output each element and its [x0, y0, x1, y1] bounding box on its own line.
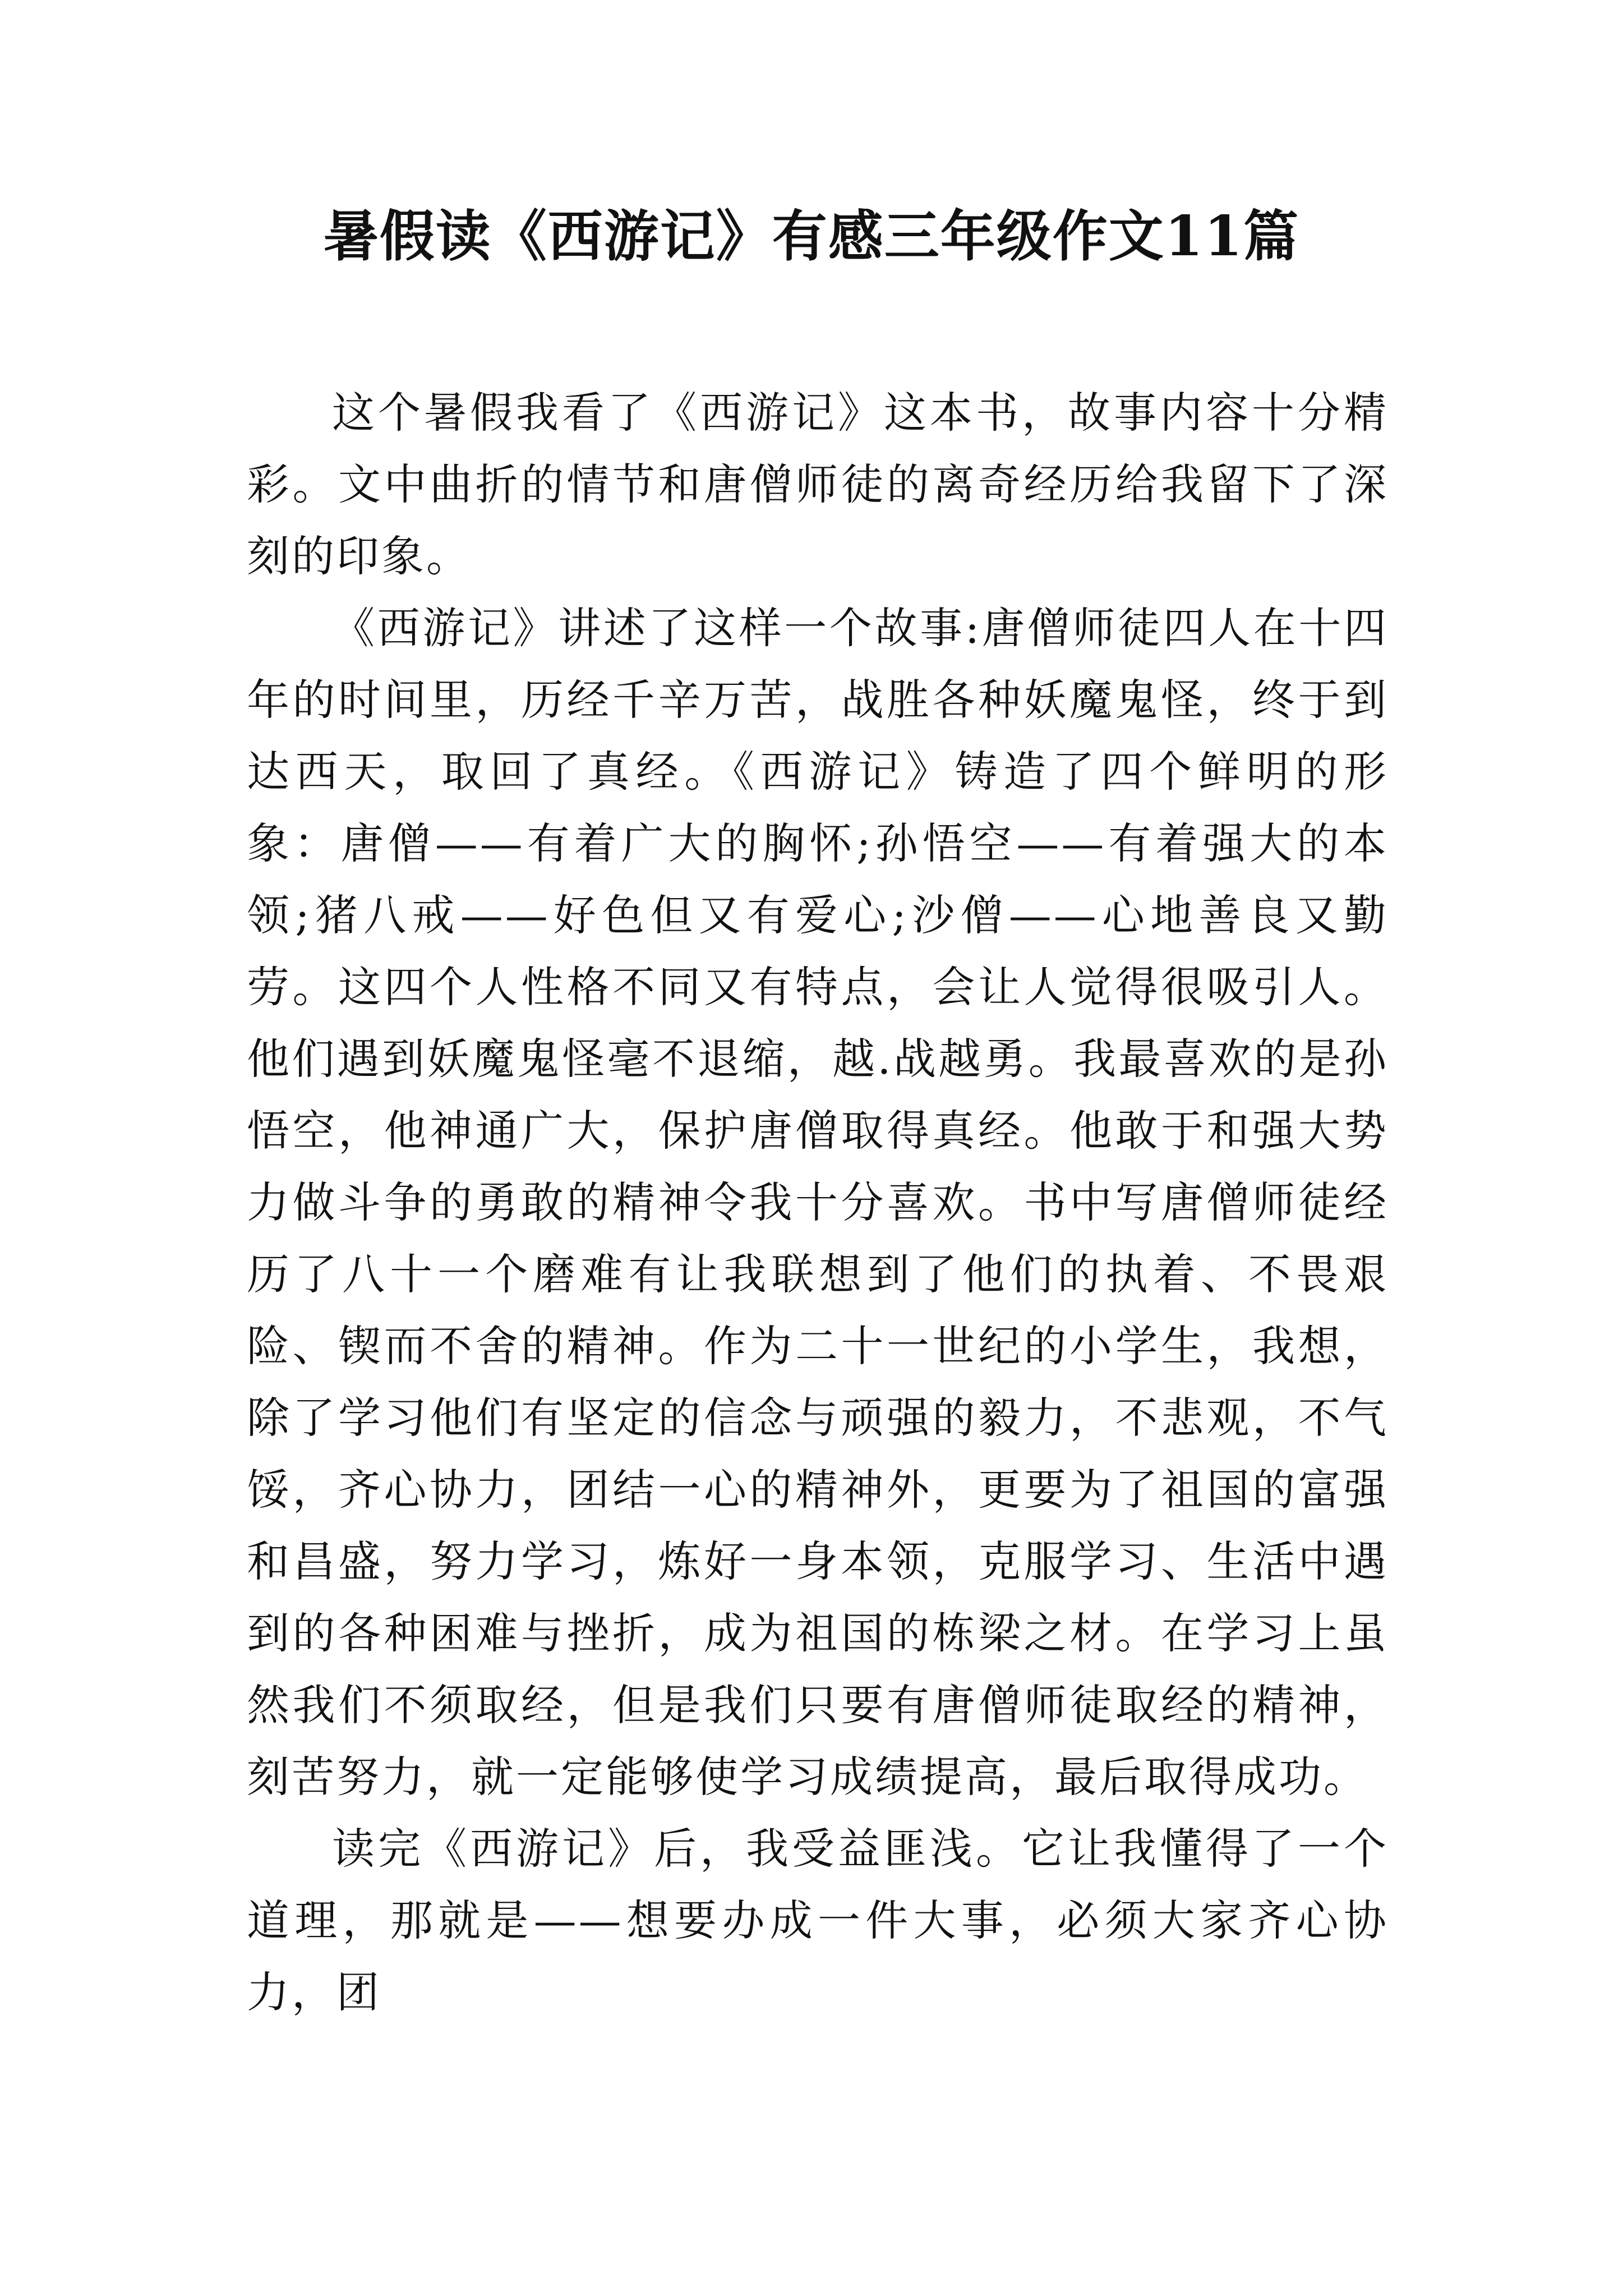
paragraph-1: 这个暑假我看了《西游记》这本书，故事内容十分精彩。文中曲折的情节和唐僧师徒的离奇经历给我留下了深刻的印象。	[247, 388, 1389, 581]
document-title: 暑假读《西游记》有感三年级作文11篇	[323, 204, 1300, 269]
paragraph-2: 《西游记》讲述了这样一个故事:唐僧师徒四人在十四年的时间里，历经千辛万苦，战胜各种妖魔鬼怪，终于到达西天，取回了真经。《西游记》铸造了四个鲜明的形象：唐僧——有着广大的胸怀;孙悟空——有着强大的本领;猪八戒——好色但又有爱心;沙僧——心地善良又勤劳。这四个人性格不同又有特点，会让人觉得很吸引人。他们遇到妖魔鬼怪毫不退缩，越.战越勇。我最喜欢的是孙悟空，他神通广大，保护唐僧取得真经。他敢于和强大势力做斗争的勇敢的精神令我十分喜欢。书中写唐僧师徒经历了八十一个磨难有让我联想到了他们的执着、不畏艰险、锲而不舍的精神。作为二十一世纪的小学生，我想，除了学习他们有坚定的信念与顽强的毅力，不悲观，不气馁，齐心协力，团结一心的精神外，更要为了祖国的富强和昌盛，努力学习，炼好一身本领，克服学习、生活中遇到的各种困难与挫折，成为祖国的栋梁之材。在学习上虽然我们不须取经，但是我们只要有唐僧师徒取经的精神，刻苦努力，就一定能够使学习成绩提高，最后取得成功。	[247, 603, 1389, 1802]
paragraph-3: 读完《西游记》后，我受益匪浅。它让我懂得了一个道理，那就是——想要办成一件大事，必须大家齐心协力，团	[247, 1824, 1389, 2017]
document-body	[247, 377, 1389, 2028]
